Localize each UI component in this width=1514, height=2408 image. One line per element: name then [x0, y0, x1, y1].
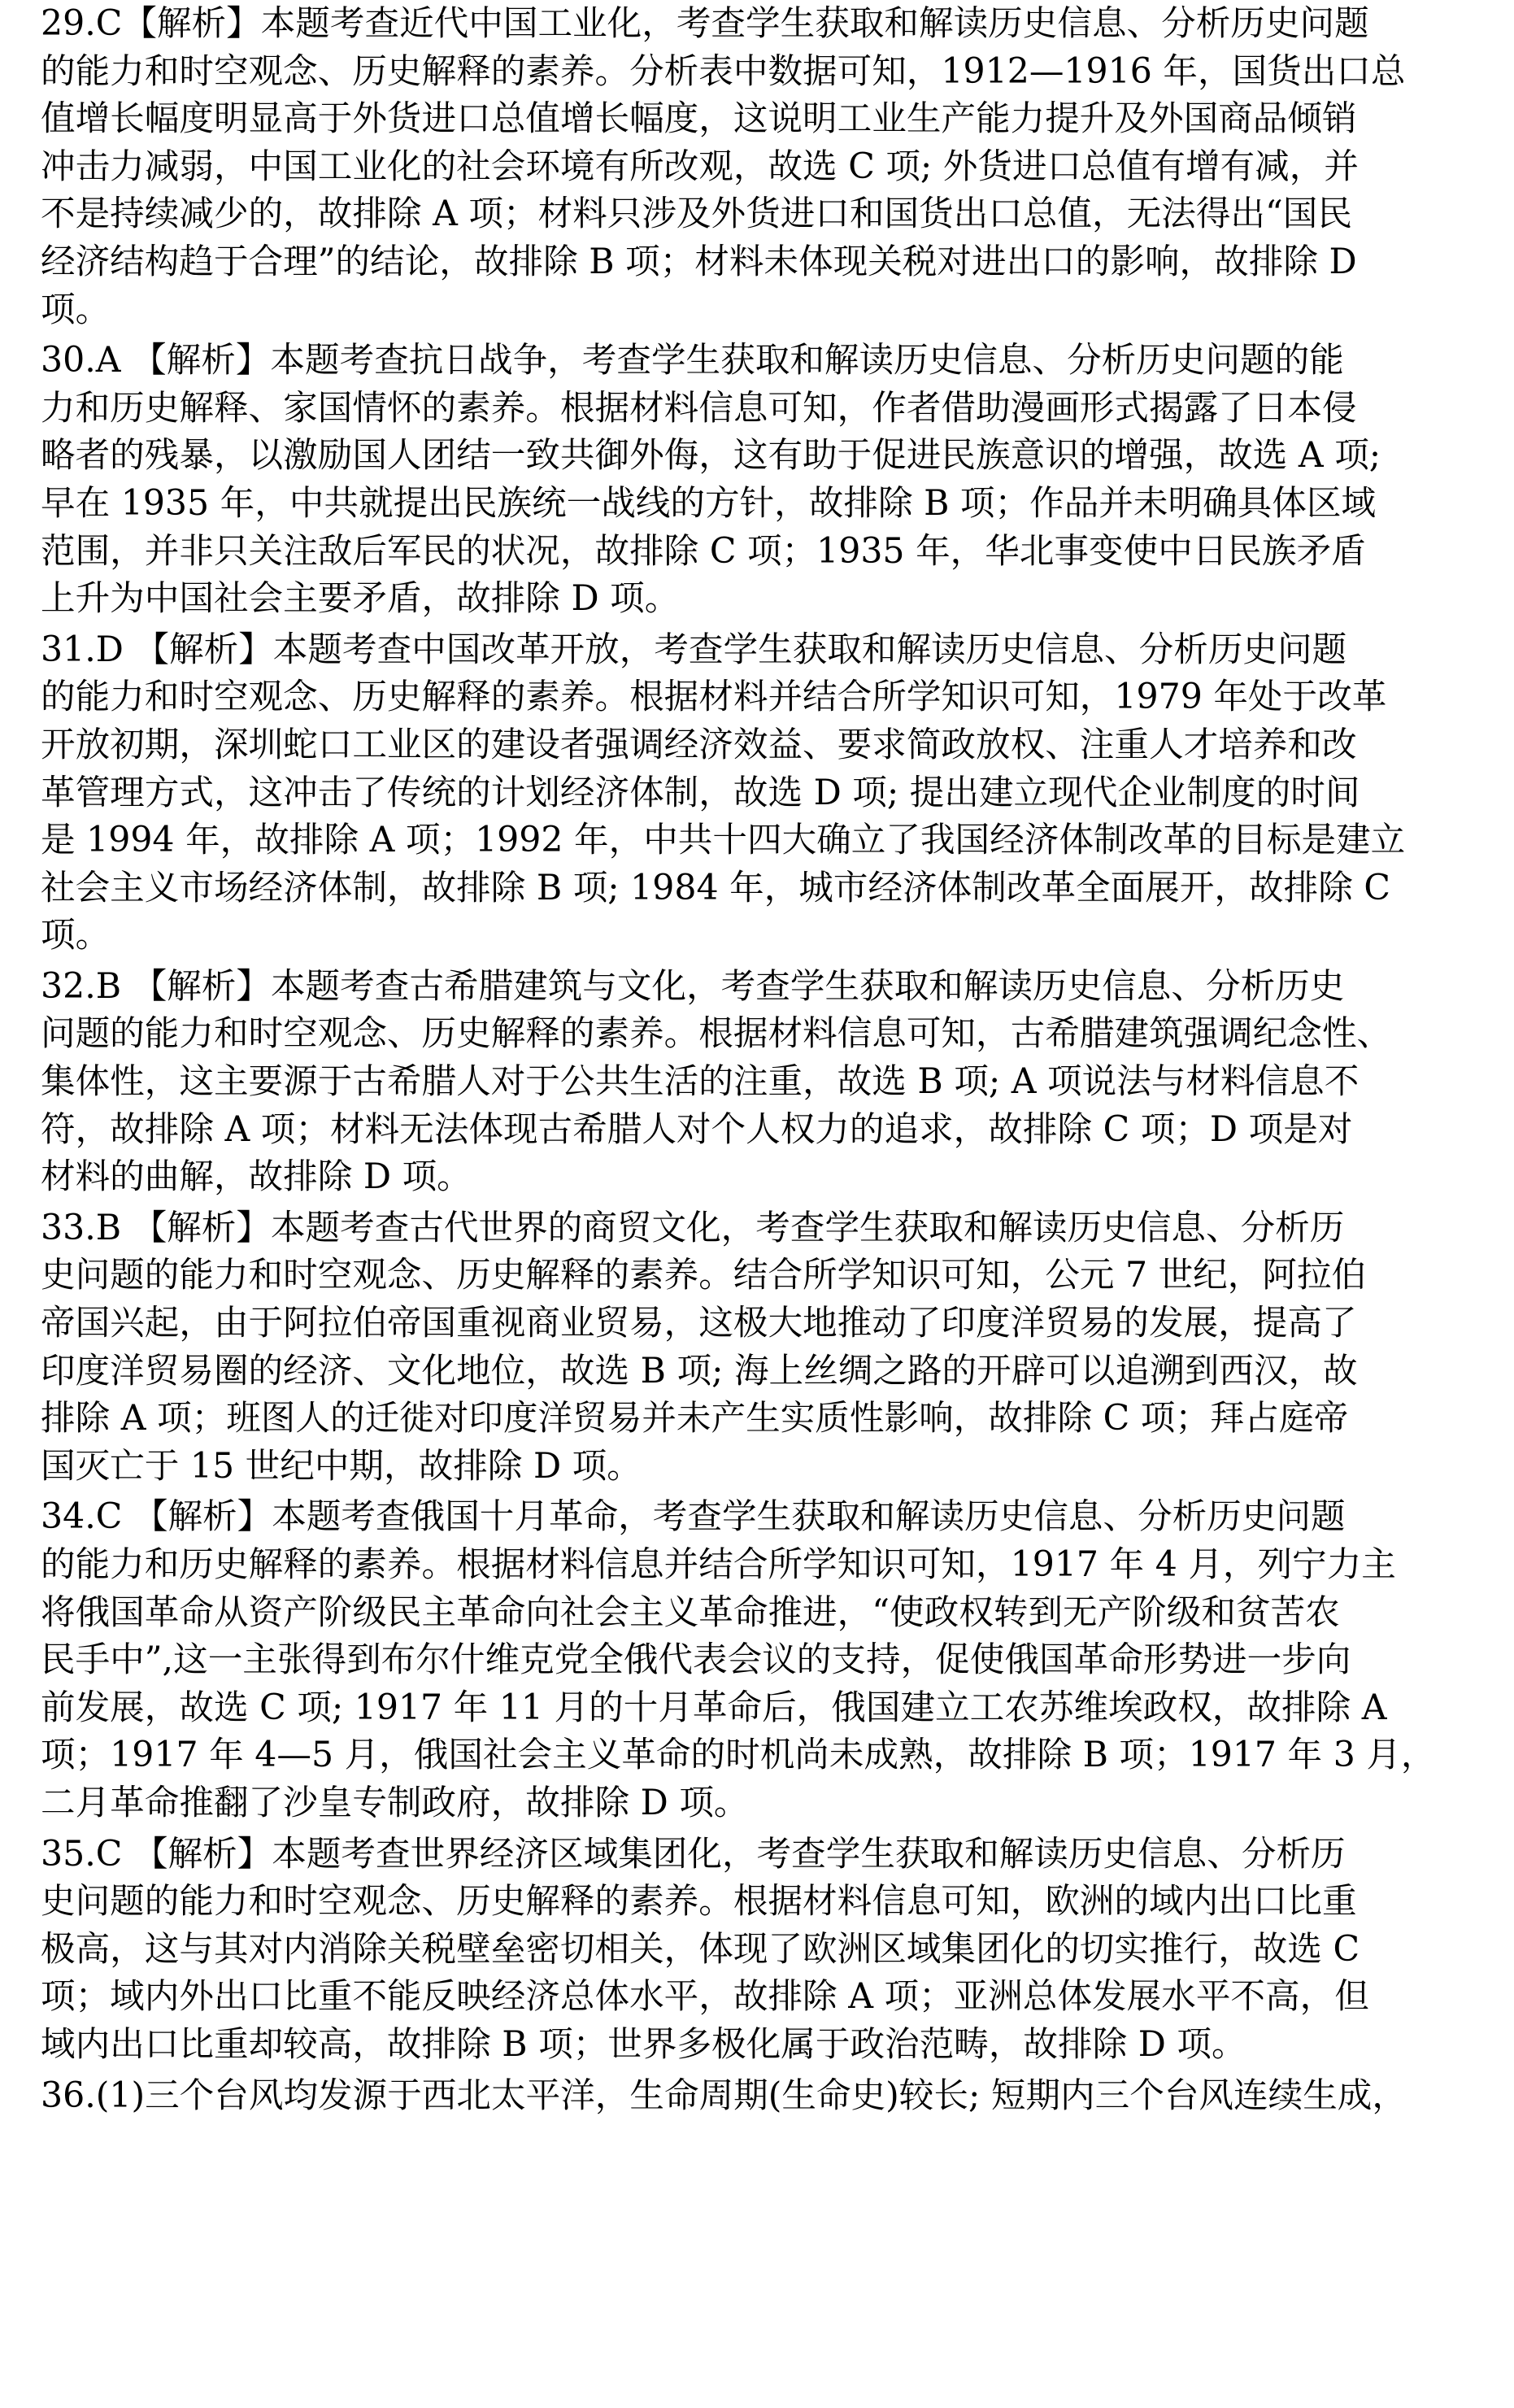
text-line: 的能力和历史解释的素养。根据材料信息并结合所学知识可知，1917 年 4 月，列宁力主 — [41, 1544, 1396, 1585]
text-line: 34.C 【解析】本题考查俄国十月革命，考查学生获取和解读历史信息、分析历史问题 — [41, 1496, 1346, 1538]
text-line: 33.B 【解析】本题考查古代世界的商贸文化，考查学生获取和解读历史信息、分析历 — [41, 1207, 1345, 1248]
text-line: 值增长幅度明显高于外货进口总值增长幅度，这说明工业生产能力提升及外国商品倾销 — [41, 98, 1357, 140]
text-line: 项。 — [41, 915, 111, 956]
text-line: 集体性，这主要源于古希腊人对于公共生活的注重，故选 B 项; A 项说法与材料信息不 — [41, 1061, 1360, 1103]
text-line: 30.A 【解析】本题考查抗日战争，考查学生获取和解读历史信息、分析历史问题的能 — [41, 340, 1344, 381]
answer-29 — [41, 0, 1484, 333]
text-line: 民手中”,这一主张得到布尔什维克党全俄代表会议的支持，促使俄国革命形势进一步向 — [41, 1639, 1351, 1681]
text-line: 帝国兴起，由于阿拉伯帝国重视商业贸易，这极大地推动了印度洋贸易的发展，提高了 — [41, 1303, 1357, 1344]
answer-36 — [41, 2072, 1484, 2120]
text-line: 符，故排除 A 项；材料无法体现古希腊人对个人权力的追求，故排除 C 项；D 项是对 — [41, 1108, 1353, 1150]
text-line: 项。 — [41, 289, 111, 330]
text-line: 极高，这与其对内消除关税壁垒密切相关，体现了欧洲区域集团化的切实推行，故选 C — [41, 1928, 1360, 1970]
text-line: 社会主义市场经济体制，故排除 B 项; 1984 年，城市经济体制改革全面展开，故排除 C — [41, 867, 1390, 908]
text-line: 革管理方式，这冲击了传统的计划经济体制，故选 D 项; 提出建立现代企业制度的时间 — [41, 772, 1360, 813]
text-line: 的能力和时空观念、历史解释的素养。分析表中数据可知，1912—1916 年，国货出口总 — [41, 50, 1406, 92]
text-line: 前发展，故选 C 项; 1917 年 11 月的十月革命后，俄国建立工农苏维埃政权，故排除 A — [41, 1687, 1387, 1728]
text-line: 29.C【解析】本题考查近代中国工业化，考查学生获取和解读历史信息、分析历史问题 — [41, 3, 1369, 44]
text-line: 35.C 【解析】本题考查世界经济区域集团化，考查学生获取和解读历史信息、分析历 — [41, 1833, 1346, 1875]
text-line: 材料的曲解，故排除 D 项。 — [41, 1156, 472, 1198]
answer-33 — [41, 1204, 1484, 1491]
text-line: 上升为中国社会主要矛盾，故排除 D 项。 — [41, 578, 680, 620]
answer-32 — [41, 963, 1484, 1201]
text-line: 开放初期，深圳蛇口工业区的建设者强调经济效益、要求简政放权、注重人才培养和改 — [41, 724, 1357, 765]
text-line: 32.B 【解析】本题考查古希腊建筑与文化，考查学生获取和解读历史信息、分析历史 — [41, 965, 1345, 1007]
text-line: 二月革命推翻了沙皇专制政府，故排除 D 项。 — [41, 1782, 749, 1823]
text-line: 力和历史解释、家国情怀的素养。根据材料信息可知，作者借助漫画形式揭露了日本侵 — [41, 387, 1357, 429]
document-page — [41, 0, 1484, 2119]
text-line: 将俄国革命从资产阶级民主革命向社会主义革命推进，“使政权转到无产阶级和贫苦农 — [41, 1592, 1340, 1633]
text-line: 36.(1)三个台风均发源于西北太平洋，生命周期(生命史)较长; 短期内三个台风连续生成， — [41, 2075, 1407, 2116]
answer-34 — [41, 1493, 1484, 1827]
text-line: 域内出口比重却较高，故排除 B 项；世界多极化属于政治范畴，故排除 D 项。 — [41, 2023, 1246, 2065]
text-line: 史问题的能力和时空观念、历史解释的素养。根据材料信息可知，欧洲的域内出口比重 — [41, 1881, 1357, 1922]
text-line: 项；域内外出口比重不能反映经济总体水平，故排除 A 项；亚洲总体发展水平不高，但 — [41, 1976, 1369, 2018]
text-line: 问题的能力和时空观念、历史解释的素养。根据材料信息可知，古希腊建筑强调纪念性、 — [41, 1013, 1392, 1055]
answer-35 — [41, 1831, 1484, 2069]
text-line: 冲击力减弱，中国工业化的社会环境有所改观，故选 C 项; 外货进口总值有增有减，并 — [41, 146, 1359, 187]
text-line: 史问题的能力和时空观念、历史解释的素养。结合所学知识可知，公元 7 世纪，阿拉伯 — [41, 1255, 1367, 1296]
answer-30 — [41, 337, 1484, 623]
text-line: 不是持续减少的，故排除 A 项；材料只涉及外货进口和国货出口总值，无法得出“国民 — [41, 194, 1352, 235]
text-line: 是 1994 年，故排除 A 项；1992 年，中共十四大确立了我国经济体制改革的目标是建立 — [41, 820, 1406, 861]
text-line: 31.D 【解析】本题考查中国改革开放，考查学生获取和解读历史信息、分析历史问题 — [41, 629, 1347, 670]
text-line: 早在 1935 年，中共就提出民族统一战线的方针，故排除 B 项；作品并未明确具体区域 — [41, 482, 1377, 524]
text-line: 项；1917 年 4—5 月，俄国社会主义革命的时机尚未成熟，故排除 B 项；1917 年 3 月， — [41, 1735, 1436, 1776]
answer-31 — [41, 626, 1484, 960]
text-line: 的能力和时空观念、历史解释的素养。根据材料并结合所学知识可知，1979 年处于改革 — [41, 677, 1387, 718]
text-line: 经济结构趋于合理”的结论，故排除 B 项；材料未体现关税对进出口的影响，故排除 D — [41, 241, 1357, 282]
text-line: 国灭亡于 15 世纪中期，故排除 D 项。 — [41, 1445, 642, 1487]
text-line: 排除 A 项；班图人的迁徙对印度洋贸易并未产生实质性影响，故排除 C 项；拜占庭帝 — [41, 1398, 1349, 1439]
text-line: 范围，并非只关注敌后军民的状况，故排除 C 项；1935 年，华北事变使中日民族矛盾 — [41, 530, 1366, 572]
text-line: 略者的残暴，以激励国人团结一致共御外侮，这有助于促进民族意识的增强，故选 A 项; — [41, 435, 1381, 477]
text-line: 印度洋贸易圈的经济、文化地位，故选 B 项; 海上丝绸之路的开辟可以追溯到西汉，故 — [41, 1350, 1358, 1391]
